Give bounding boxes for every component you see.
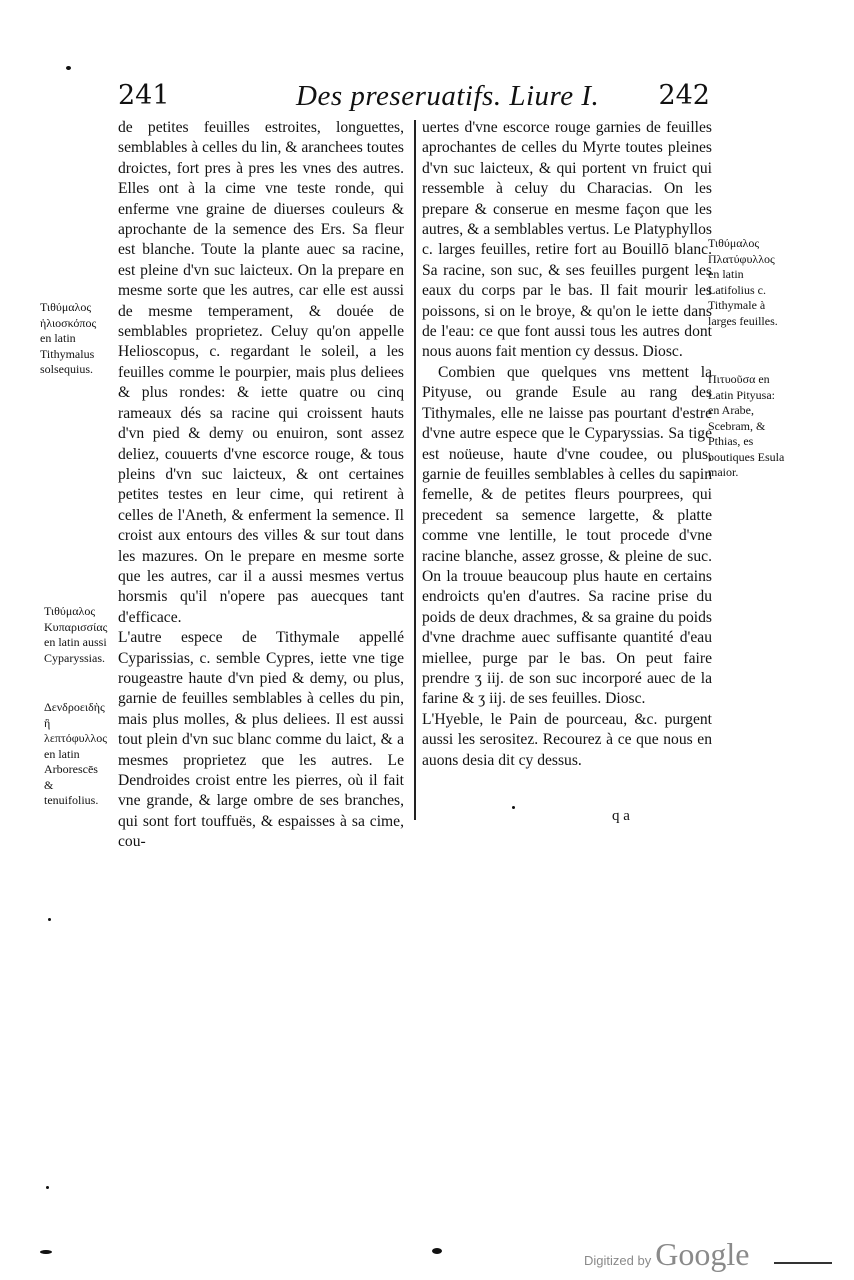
right-column	[422, 118, 712, 771]
margin-note-left: Δενδροειδὴς ἢ λεπτόφυλλος en latin Arborescēs & tenuifolius.	[44, 700, 107, 807]
running-title: Des preseruatifs. Liure I.	[296, 80, 600, 112]
google-logo: Google	[655, 1236, 750, 1272]
watermark-prefix: Digitized by	[584, 1253, 652, 1268]
ink-speck	[432, 1248, 442, 1254]
page-number-left: 241	[118, 80, 170, 111]
digitized-watermark	[584, 1236, 749, 1273]
margin-note-right: Τιθύμαλος Πλατύφυλλος en latin Latifolius c. Tithymale à larges feuilles.	[708, 236, 778, 328]
paragraph: Combien que quelques vns mettent la Pityuse, ou grande Esule au rang des Tithymales, elle ne laisse pas pourtant d'estre d'vne autre espece que le Cyparyssias. Sa tige est noüeuse, haute d'vne coudee, ou plus, garnie de feuilles semblables à celles du sapin femelle, & de petites fleurs pourprees, qui precedent sa semence largette, & platte comme vne lentille, le tout procede d'vne racine blanche, assez grosse, & pleine de suc. On la trouue beaucoup plus haute en certains endroicts qu'en d'autres. Sa racine prise du poids de deux drachmes, & sa graine du poids d'vne drachme auec suffisante quantité d'eau miellee, purge par le bas. On peut faire prendre ʒ iij. de son suc incorporé auec de la farine & ʒ iij. de ses feuilles. Diosc.	[422, 363, 712, 708]
margin-note-left: Τιθύμαλος Κυπαρισσίας en latin aussi Cyparyssias.	[44, 604, 108, 665]
margin-note-left: Τιθύμαλος ἡλιοσκόπος en latin Tithymalus solsequius.	[40, 300, 97, 376]
paragraph: L'autre espece de Tithymale appellé Cyparissias, c. semble Cypres, iette vne tige rougeastre haute d'vn pied & demy, ou plus, garnie de feuilles semblables à celles du pin, mais plus molles, & plus deliees. Il est aussi tout plein d'vn suc blanc comme du laict, & a mesmes proprietez que les autres. Le Dendroides croist entre les pierres, où il fait vne grande, & large ombre de ses branches, qui sont fort touffuës, & espaisses à sa cime, cou-	[118, 629, 404, 851]
ink-speck	[48, 918, 51, 921]
margin-note-right: Πιτυοῦσα en Latin Pityusa: en Arabe, Scebram, & Pthias, es boutiques Esula maior.	[708, 372, 785, 479]
page-number-right: 242	[658, 80, 710, 111]
paragraph: L'Hyeble, le Pain de pourceau, &c. purgent aussi les serositez. Recourez à ce que nous en auons desia dit cy dessus.	[422, 710, 712, 769]
left-column	[118, 118, 404, 853]
paragraph: de petites feuilles estroites, longuettes, semblables à celles du lin, & aranchees toutes droictes, fort pres à pres les vnes des autres. Elles ont à la cime vne teste ronde, qui enferme vne graine de diuerses couleurs & aprochante de la semence des Ers. Sa fleur est blanche. Toute la plante auec sa racine, est pleine d'vn suc laicteux. On la prepare en mesme sorte que les autres, car elle est aussi de mesme temperament, & douée de semblables proprietez. Celuy qu'on appelle Helioscopus, c. regardant le soleil, a les feuilles comme le pourpier, mais plus deliees & plus rondes: & iette quatre ou cinq rameaux dés sa racine qui croissent hauts d'vn pied & demy ou enuiron, sont assez deliez, couuerts d'vne escorce rouge, & tous pleins d'vn suc laicteux, & ont certaines petites testes en leur cime, qui retirent à celles de l'Aneth, & enferment la semence. Il croist aux entours des villes & sur tout dans les mazures. On le prepare en mesme sorte que les autres, car il a aussi mesmes vertus horsmis qu'il n'opere pas auecques tant d'efficace.	[118, 119, 404, 626]
bottom-rule	[774, 1262, 832, 1264]
column-divider	[414, 120, 416, 820]
running-header	[118, 80, 718, 120]
signature-mark: q a	[612, 808, 630, 824]
paragraph: uertes d'vne escorce rouge garnies de feuilles aprochantes de celles du Myrte toutes pleines d'vn suc laicteux, & qui portent vn fruict qui ressemble à celuy du Characias. On les prepare & conserue en mesme façon que les autres, & a semblables vertus. Le Platyphyllos c. larges feuilles, retire fort au Bouillō blanc. Sa racine, son suc, & ses feuilles purgent les eaux du corps par le bas. Il fait mourir les poissons, si on le broye, & qu'on le iette dans de l'eau: ce que font aussi tous les autres dont nous auons fait mention cy dessus. Diosc.	[422, 119, 712, 361]
ink-speck	[40, 1250, 52, 1254]
ink-speck	[66, 66, 71, 70]
ink-speck	[46, 1186, 49, 1189]
ink-speck	[512, 806, 515, 809]
